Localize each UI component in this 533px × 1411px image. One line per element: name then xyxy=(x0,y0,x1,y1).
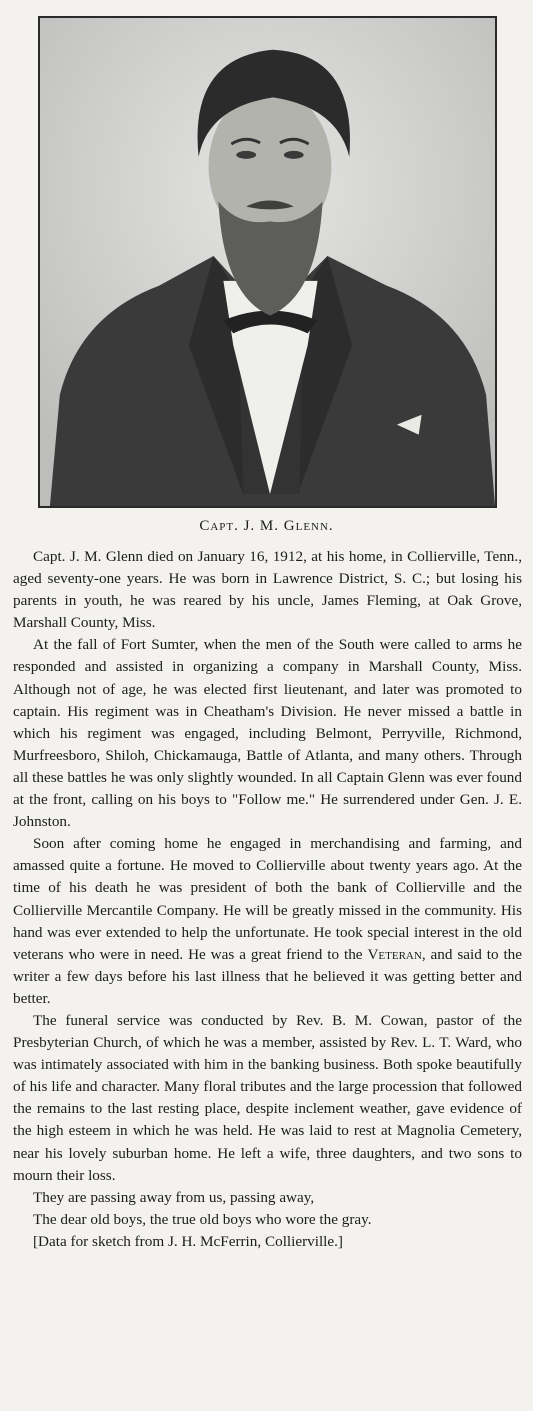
portrait-caption: Capt. J. M. Glenn. xyxy=(199,518,334,534)
paragraph-3-tail: , and said to the writer a few days before his last illness that he believed it was getting better and better. xyxy=(13,945,523,1007)
veteran-word: Veteran xyxy=(367,945,422,963)
paragraph-2: At the fall of Fort Sumter, when the men of the South were called to arms he responded and assisted in organizing a company in Marshall County, Miss. Although not of age, he was elected first lieutenant, and later was promoted to captain. His regiment was in Cheatham's Division. He never missed a battle in which his regiment was engaged, including Belmont, Perryville, Richmond, Murfreesboro, Shiloh, Chickamauga, Battle of Atlanta, and many others. Through all these battles he was only slightly wounded. In all Captain Glenn was ever found at the front, calling on his boys to "Follow me." He surrendered under Gen. J. E. Johnston. xyxy=(13,636,522,831)
verse xyxy=(13,1187,522,1253)
obituary-article xyxy=(13,546,522,1253)
paragraph-1: Capt. J. M. Glenn died on January 16, 1912, at his home, in Collierville, Tenn., aged seventy-one years. He was born in Lawrence District, S. C.; but losing his parents in youth, he was reared by his uncle, James Fleming, at Oak Grove, Marshall County, Miss. xyxy=(13,548,522,632)
verse-line-1: They are passing away from us, passing away, xyxy=(33,1188,315,1206)
source-note: [Data for sketch from J. H. McFerrin, Collierville.] xyxy=(33,1232,343,1250)
verse-line-2: The dear old boys, the true old boys who wore the gray. xyxy=(33,1210,372,1228)
paragraph-3-text: Soon after coming home he engaged in merchandising and farming, and amassed quite a fortune. He moved to Collierville about twenty years ago. At the time of his death he was president of both the bank of Collierville and the Collierville Mercantile Company. He will be greatly missed in the community. His hand was ever extended to help the unfortunate. He took special interest in the old veterans who were in need. He was a great friend to the xyxy=(13,835,522,963)
portrait-image xyxy=(40,18,495,506)
paragraph-4: The funeral service was conducted by Rev. B. M. Cowan, pastor of the Presbyterian Church, of which he was a member, assisted by Rev. L. T. Ward, who was intimately associated with him in the banking business. Both spoke beautifully of his life and character. Many floral tributes and the large procession that followed the remains to the last resting place, despite inclement weather, gave evidence of the high esteem in which he was held. He was laid to rest at Magnolia Cemetery, near his lovely suburban home. He left a wife, three daughters, and two sons to mourn their loss. xyxy=(13,1011,522,1184)
portrait-photo xyxy=(38,16,497,508)
paragraph-3 xyxy=(13,833,522,1010)
